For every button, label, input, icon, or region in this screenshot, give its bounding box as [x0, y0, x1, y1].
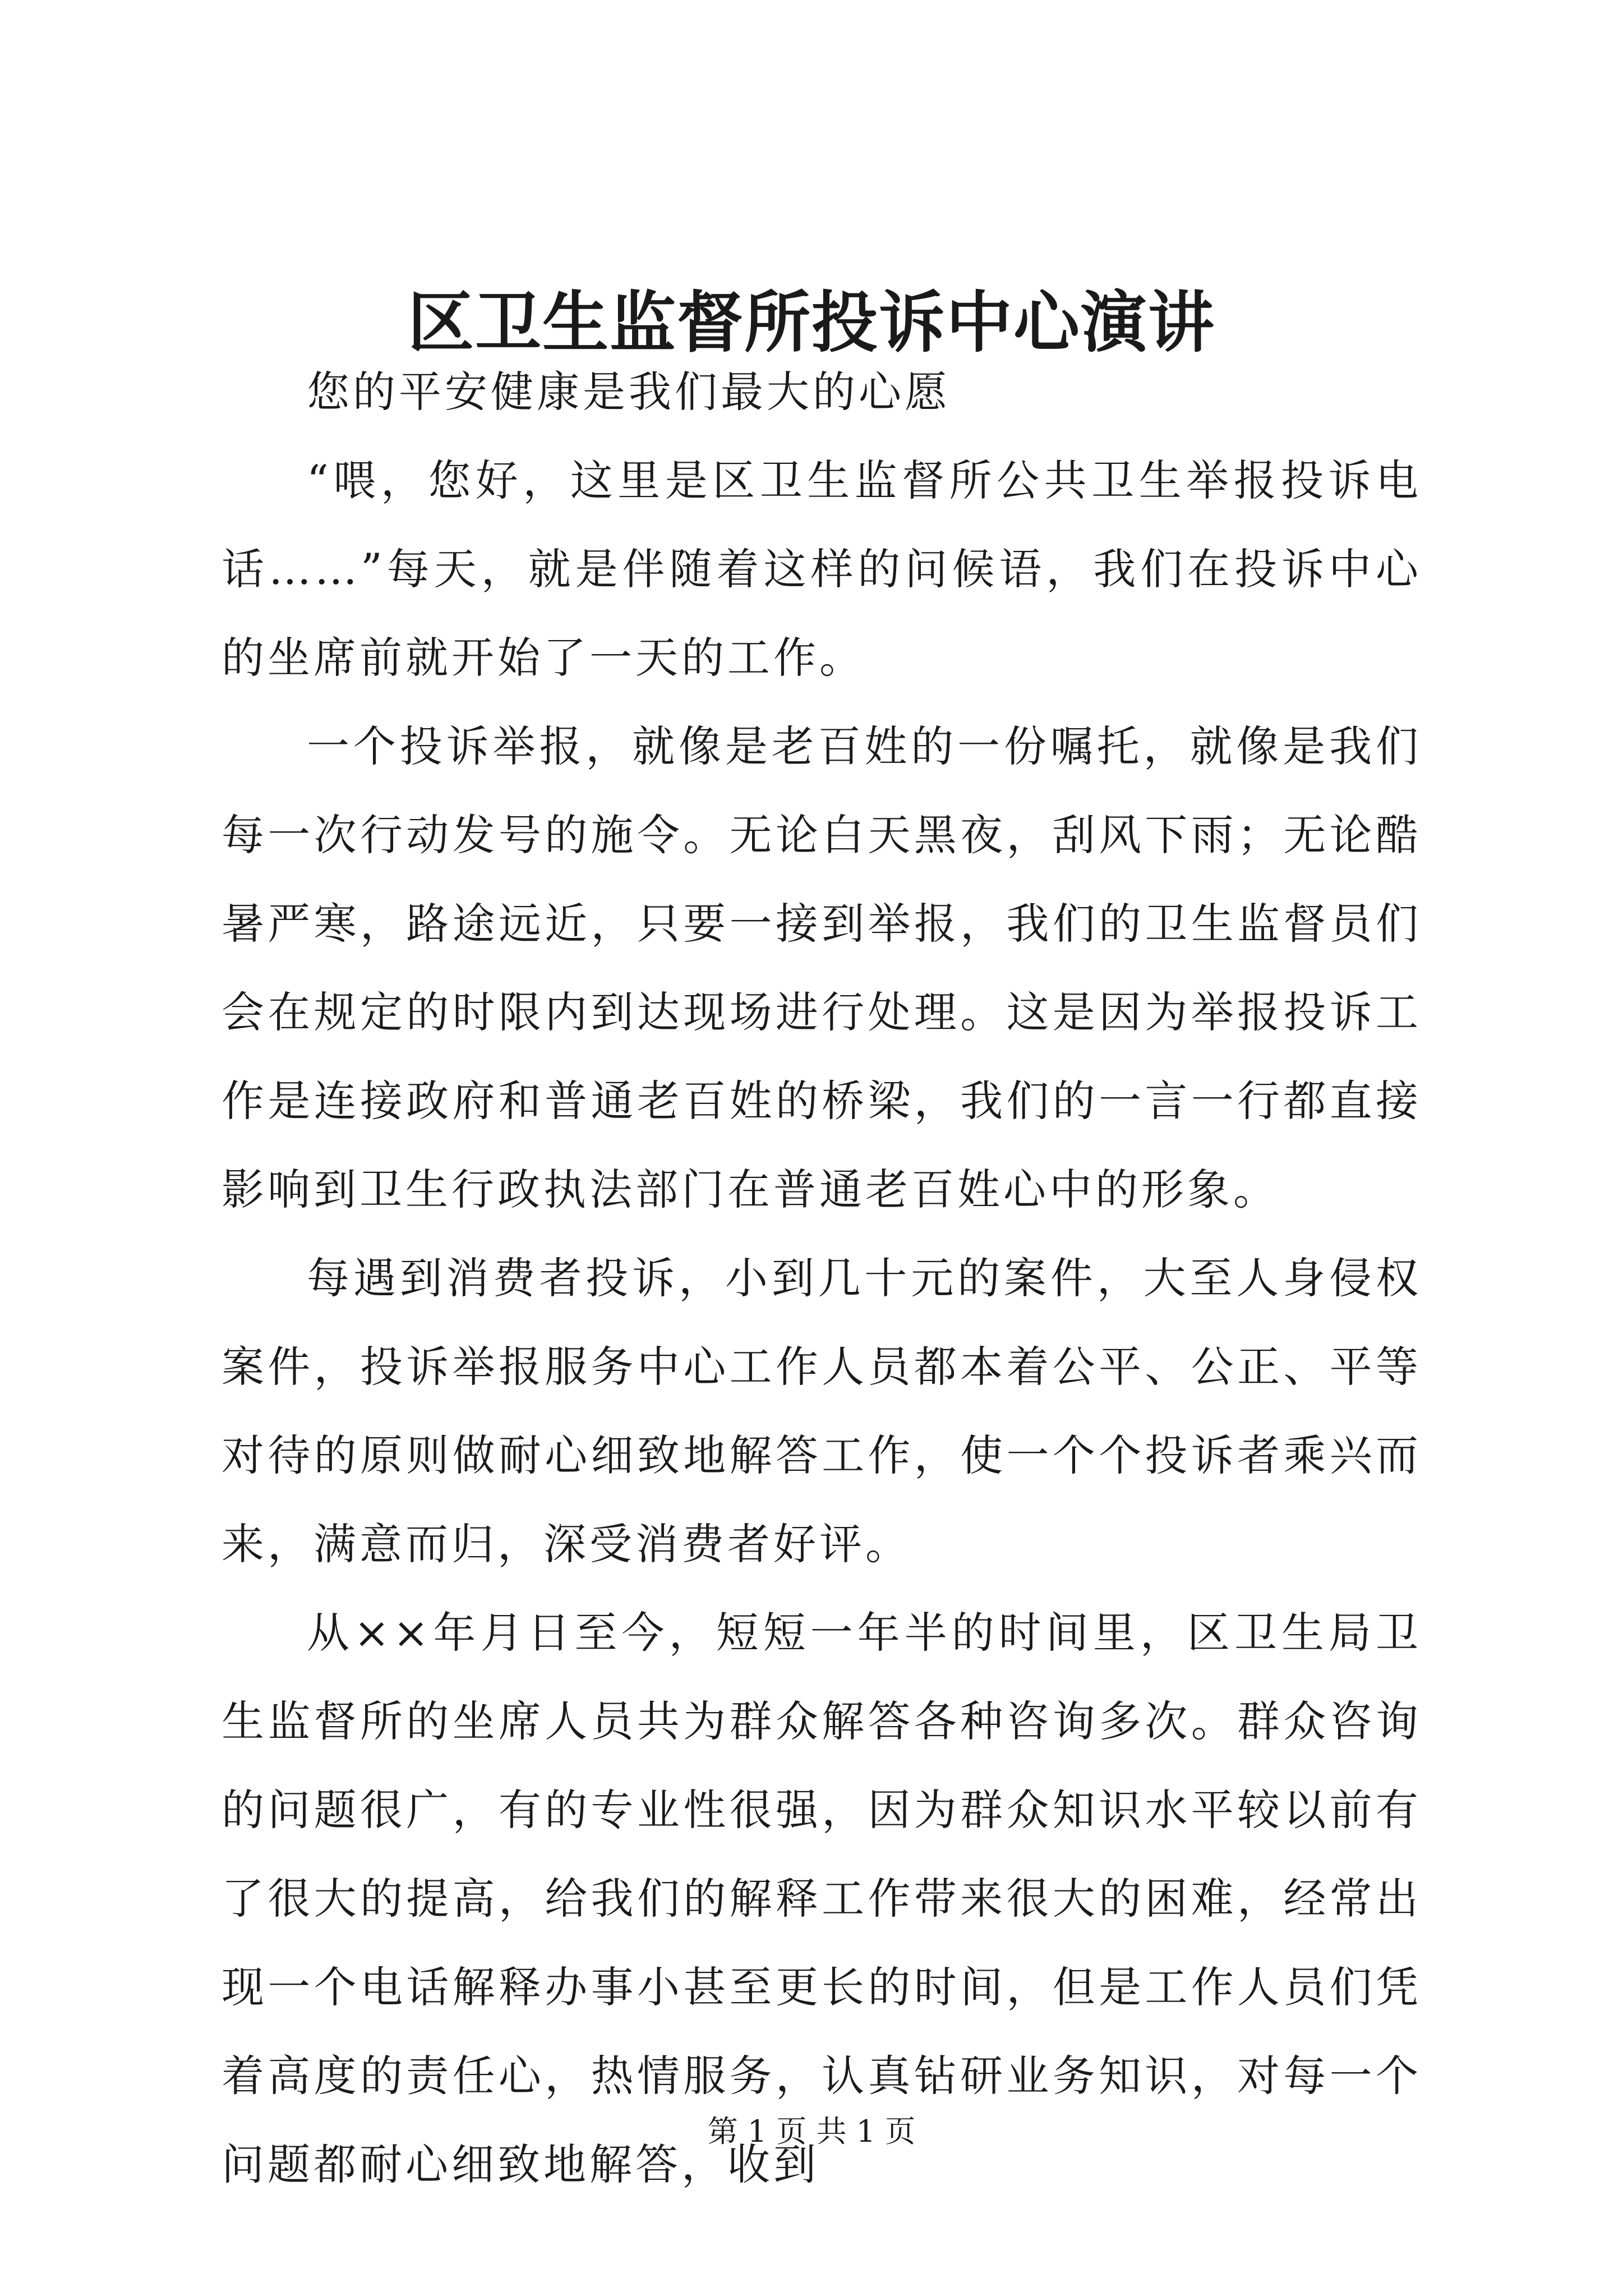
paragraph-consultation-work: 从××年月日至今，短短一年半的时间里，区卫生局卫生监督所的坐席人员共为群众解答各种咨询多次。群众咨询的问题很广，有的专业性很强，因为群众知识水平较以前有了很大的提高，给我们的解释工作带来很大的困难，经常出现一个电话解释办事小甚至更长的时间，但是工作人员们凭着高度的责任心，热情服务，认真钻研业务知识，对每一个问题都耐心细致地解答，收到: [222, 1608, 1422, 2189]
paragraph-phone-greeting: “喂，您好，这里是区卫生监督所公共卫生举报投诉电话……”每天，就是伴随着这样的问候语，我们在投诉中心的坐席前就开始了一天的工作。: [222, 455, 1422, 683]
document-body: [222, 348, 1422, 2209]
paragraph-complaint-mission: 一个投诉举报，就像是老百姓的一份嘱托，就像是我们每一次行动发号的施令。无论白天黑夜，刮风下雨；无论酷暑严寒，路途远近，只要一接到举报，我们的卫生监督员们会在规定的时限内到达现场进行处理。这是因为举报投诉工作是连接政府和普通老百姓的桥梁，我们的一言一行都直接影响到卫生行政执法部门在普通老百姓心中的形象。: [222, 721, 1422, 1214]
document-title: 区卫生监督所投诉中心演讲: [407, 283, 1215, 361]
paragraph-subtitle: 您的平安健康是我们最大的心愿: [307, 367, 951, 417]
paragraph-consumer-complaints: 每遇到消费者投诉，小到几十元的案件，大至人身侵权案件，投诉举报服务中心工作人员都本着公平、公正、平等对待的原则做耐心细致地解答工作，使一个个投诉者乘兴而来，满意而归，深受消费者好评。: [222, 1253, 1422, 1569]
page-footer: 第 1 页 共 1 页: [707, 2114, 916, 2149]
